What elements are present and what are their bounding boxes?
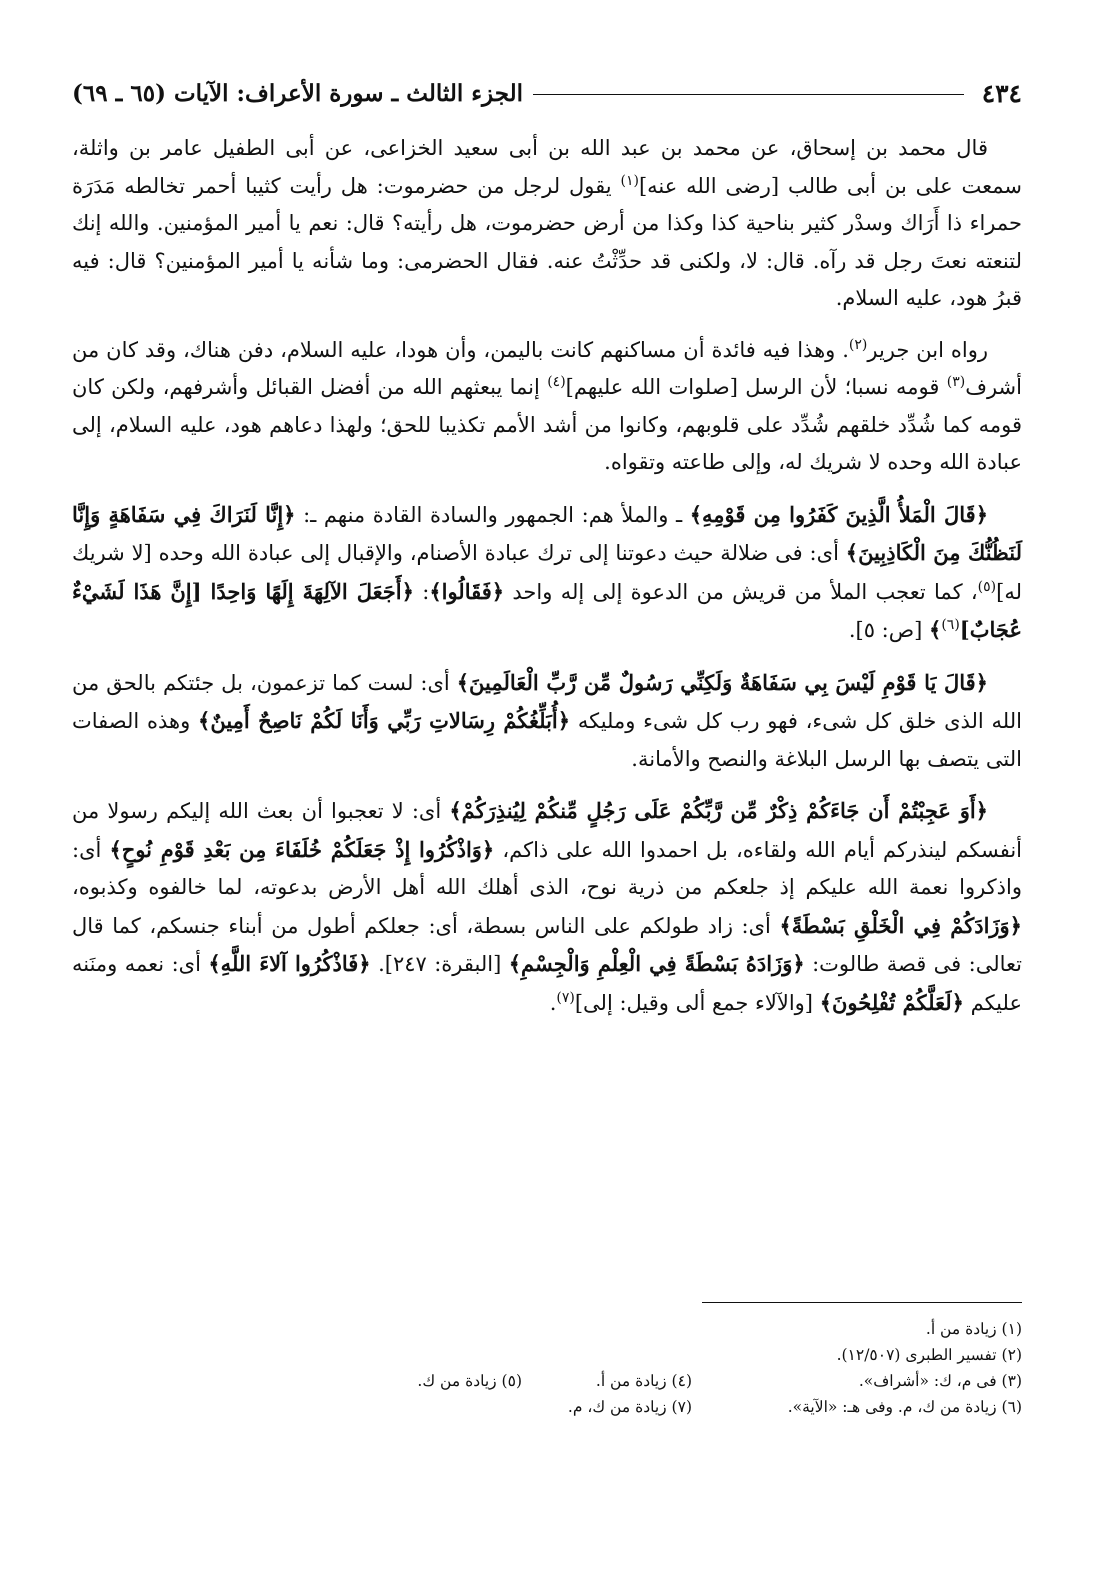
quran-quote: ﴿أَوَ عَجِبْتُمْ أَن جَاءَكُمْ ذِكْرٌ مِّن رَّبِّكُمْ عَلَى رَجُلٍ مِّنكُمْ لِيُنذِرَكُمْ﴾ xyxy=(449,798,988,823)
footnote: (٢) تفسير الطبرى (١٢/٥٠٧). xyxy=(836,1346,1022,1364)
text-run: إنما يبعثهم الله من أفضل القبائل وأشرفهم، ولكن كان قومه كما شُدِّد خلقهم شُدِّد على قلوبهم، وكانوا من أشد الأمم تكذيبا للحق؛ ولهذا دعاهم هود، عليه السلام، إلى عبادة الله وحده لا شريك له، وإلى طاعته وتقواه. xyxy=(72,375,1022,474)
paragraph xyxy=(72,664,1022,779)
footnote: (١) زيادة من أ. xyxy=(925,1320,1022,1338)
running-title: الجزء الثالث ـ سورة الأعراف: الآيات (٦٥ ـ ٦٩) xyxy=(72,80,523,107)
text-run: أى: نعمه ومنَنه عليكم xyxy=(72,952,1022,1015)
footnotes xyxy=(72,1316,1022,1420)
paragraph xyxy=(72,130,1022,318)
text-run: قال محمد بن إسحاق، عن محمد بن عبد الله بن أبى سعيد الخزاعى، عن أبى الطفيل عامر بن واثلة، سمعت على بن أبى طالب [رضى الله عنه] xyxy=(72,136,1023,198)
quran-quote: ﴿لَعَلَّكُمْ تُفْلِحُونَ﴾ xyxy=(819,989,964,1015)
quran-quote: ﴿فَقَالُوا﴾ xyxy=(429,578,505,604)
text-run: : xyxy=(413,579,430,604)
text-run: أى: زاد طولكم على الناس بسطة، أى: جعلكم أطول من أبناء جنسكم، كما قال تعالى: فى قصة طالوت: xyxy=(72,913,1023,976)
text-run: رواه ابن جرير xyxy=(867,337,988,362)
paragraph xyxy=(72,332,1022,482)
text-run: أى: فى ضلالة حيث دعوتنا إلى ترك عبادة الأصنام، والإقبال إلى عبادة الله وحده [لا شريك له] xyxy=(72,541,1022,604)
text-run: قومه نسبا؛ لأن الرسل [صلوات الله عليهم] xyxy=(565,375,947,399)
text-run: وهذه الصفات التى يتصف بها الرسل البلاغة والنصح والأمانة. xyxy=(72,709,1022,771)
footnote: (٣) فى م، ك: «أشراف». xyxy=(858,1372,1022,1390)
paragraph xyxy=(72,496,1022,650)
quran-quote: ﴾ xyxy=(929,617,942,642)
footnote-ref: (٦) xyxy=(941,617,960,633)
text-run: [البقرة: ٢٤٧]. xyxy=(370,952,509,976)
footnote-ref: (٥) xyxy=(977,578,997,595)
text-run: أى: واذكروا نعمة الله عليكم إذ جلعكم من ذرية نوح، الذى أهلك الله أهل الأرض بدعوته، لما خالفوه وكذبوه، xyxy=(72,837,1022,899)
running-header xyxy=(72,72,1022,116)
quran-quote: ﴿أُبَلِّغُكُمْ رِسَالاتِ رَبِّي وَأَنَا لَكُمْ نَاصِحٌ أَمِينٌ﴾ xyxy=(198,708,571,733)
footnote: (٦) زيادة من ك، م. وفى هـ: «الآية». xyxy=(787,1398,1022,1416)
footnote-ref: (٣) xyxy=(946,374,966,390)
quran-quote: ﴿قَالَ يَا قَوْمِ لَيْسَ بِي سَفَاهَةٌ وَلَكِنِّي رَسُولٌ مِّن رَّبِّ الْعَالَمِينَ﴾ xyxy=(456,669,988,695)
footnote: (٤) زيادة من أ. xyxy=(595,1372,692,1390)
quran-quote: ﴿إِنَّا لَنَرَاكَ فِي سَفَاهَةٍ وَإِنَّا لَنَظُنُّكَ مِنَ الْكَاذِبِينَ﴾ xyxy=(72,501,1023,565)
paragraph xyxy=(72,792,1022,1022)
text-run: . وهذا فيه فائدة أن مساكنهم كانت باليمن، وأن هودا، عليه السلام، دفن هناك، وقد كان من أشرف xyxy=(72,337,1022,399)
book-page xyxy=(72,72,1023,1416)
footnote: (٧) زيادة من ك، م. xyxy=(567,1398,692,1416)
text-run: ، كما تعجب الملأ من قريش من الدعوة إلى إله واحد xyxy=(504,579,978,604)
text-run: أى: لست كما تزعمون، بل جئتكم بالحق من الله الذى خلق كل شىء، فهو رب كل شىء ومليكه xyxy=(72,670,1022,733)
footnote-ref: (٤) xyxy=(547,374,566,390)
text-run: أى: لا تعجبوا أن بعث الله إليكم رسولا من أنفسكم لينذركم أيام الله ولقاءه، بل احمدوا الله على ذاكم، xyxy=(72,799,1022,862)
quran-quote: ﴿وَاذْكُرُوا إِذْ جَعَلَكُمْ خُلَفَاءَ مِن بَعْدِ قَوْمِ نُوحٍ﴾ xyxy=(109,836,495,862)
main-text xyxy=(72,130,1022,1022)
text-run: ـ والملأ هم: الجمهور والسادة القادة منهم ـ: xyxy=(295,502,690,527)
footnote-ref: (٢) xyxy=(848,336,868,353)
text-run: . xyxy=(549,990,557,1015)
page-number: ٤٣٤ xyxy=(981,79,1022,108)
quran-quote: ﴿قَالَ الْمَلأُ الَّذِينَ كَفَرُوا مِن قَوْمِهِ﴾ xyxy=(689,501,989,527)
footnote-ref: (٧) xyxy=(556,989,575,1006)
quran-quote: ﴿وَزَادَكُمْ فِي الْخَلْقِ بَسْطَةً﴾ xyxy=(779,912,1022,938)
text-run: [ص: ٥]. xyxy=(848,618,930,642)
quran-quote: ﴿فَاذْكُرُوا آلاءَ اللَّهِ﴾ xyxy=(208,951,371,976)
footnote: (٥) زيادة من ك. xyxy=(417,1372,522,1390)
header-rule xyxy=(533,94,964,95)
text-run: يقول لرجل من حضرموت: هل رأيت كثيبا أحمر تخالطه مَدَرَة حمراء ذا أَرَاك وسدْر كثير بناحية كذا وكذا من أرض حضرموت، هل رأيته؟ قال: نعم يا أمير المؤمنين. والله إنك لتنعته نعتَ رجل قد رآه. قال: لا، ولكنى قد حدِّثْتُ عنه. فقال الحضرمى: وما شأنه يا أمير المؤمنين؟ قال: فيه قبرُ هود، عليه السلام. xyxy=(72,173,1022,310)
quran-quote: ﴿أَجَعَلَ الآلِهَةَ إِلَهًا وَاحِدًا [إِنَّ هَذَا لَشَيْءٌ عُجَابٌ] xyxy=(72,578,1022,642)
footnote-ref: (١) xyxy=(620,172,639,189)
quran-quote: ﴿وَزَادَهُ بَسْطَةً فِي الْعِلْمِ وَالْجِسْمِ﴾ xyxy=(508,951,805,976)
text-run: [والآلاء جمع ألى وقيل: إلى] xyxy=(574,990,820,1015)
footnote-rule xyxy=(702,1302,1022,1303)
